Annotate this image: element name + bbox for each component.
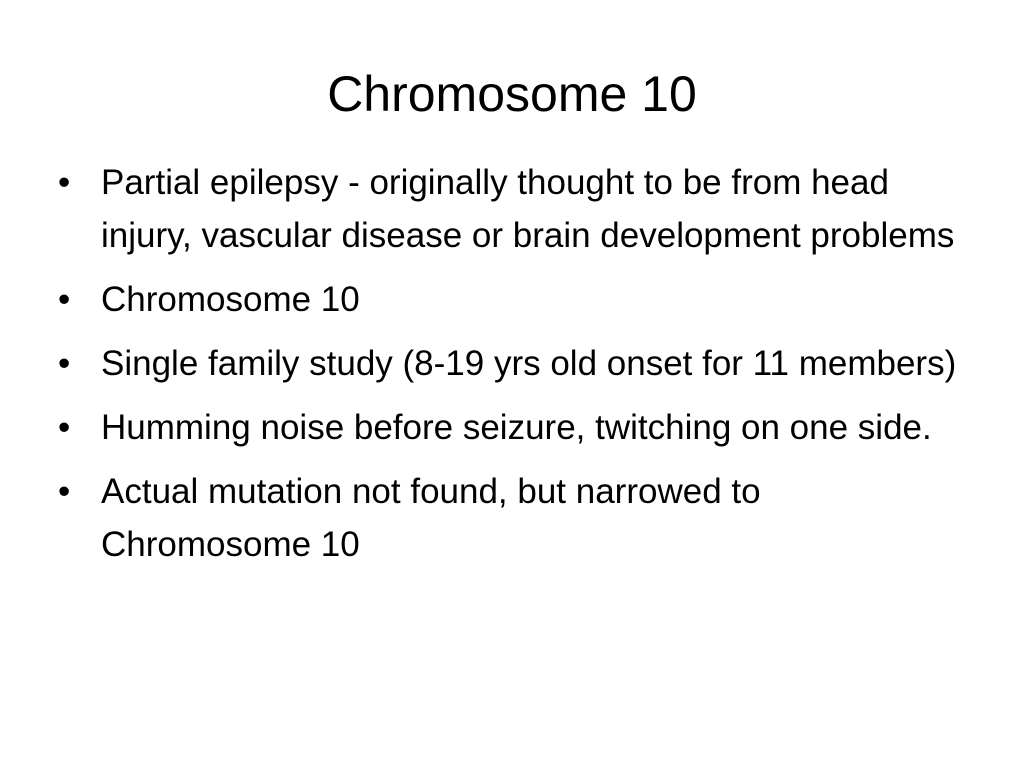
bullet-item: [58, 401, 978, 454]
bullet-dot-icon: •: [58, 280, 71, 319]
bullet-text: Actual mutation not found, but narrowed to Chromosome 10: [101, 472, 761, 564]
bullet-item: [58, 337, 978, 390]
bullet-dot-icon: •: [58, 472, 71, 511]
bullet-text: Single family study (8-19 yrs old onset for 11 members): [101, 344, 957, 383]
bullet-dot-icon: •: [58, 408, 71, 447]
bullet-text: Humming noise before seizure, twitching on one side.: [101, 408, 932, 447]
bullet-text: Partial epilepsy - originally thought to be from head injury, vascular disease or brain development problems: [101, 163, 955, 255]
slide-title: Chromosome 10: [327, 66, 697, 122]
bullet-list: [58, 156, 978, 582]
bullet-text: Chromosome 10: [101, 280, 360, 319]
bullet-dot-icon: •: [58, 344, 71, 383]
bullet-item: [58, 465, 978, 571]
bullet-item: [58, 156, 978, 262]
bullet-item: [58, 273, 978, 326]
bullet-dot-icon: •: [58, 163, 71, 202]
